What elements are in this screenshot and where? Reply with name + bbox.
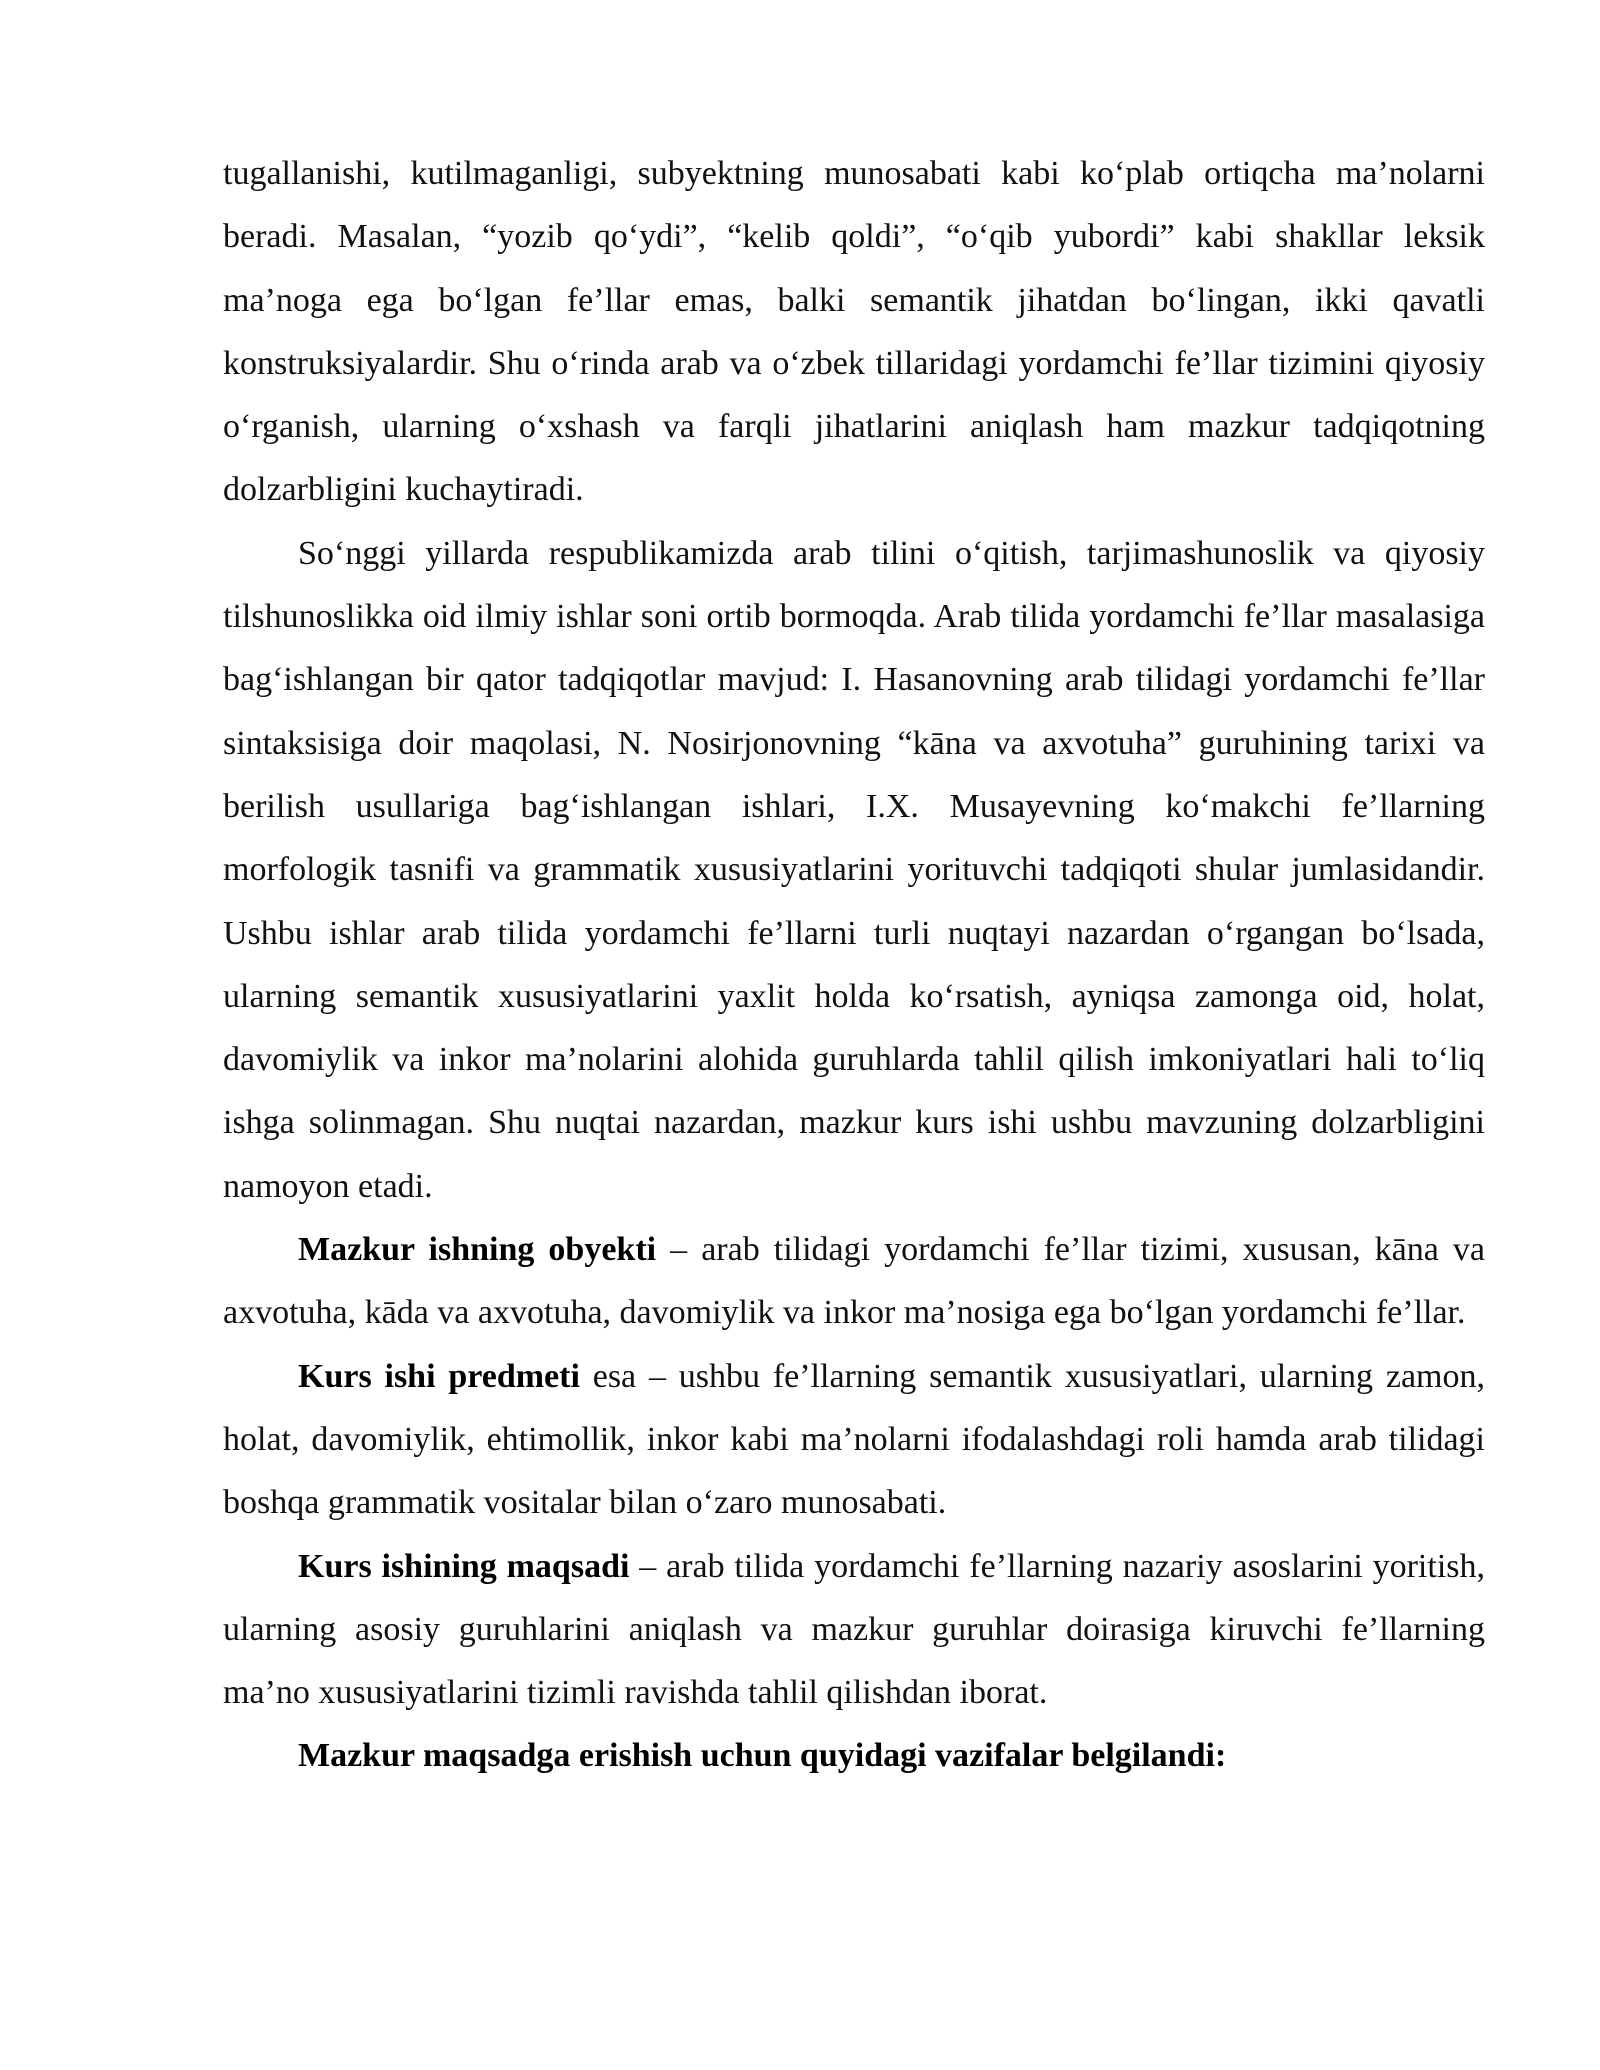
paragraph-bold-term: Mazkur maqsadga erishish uchun quyidagi vazifalar belgilandi: (298, 1737, 1227, 1775)
paragraph-continuation (223, 142, 1485, 522)
paragraph-goal (223, 1535, 1485, 1725)
paragraph-bold-term: Mazkur ishning obyekti (298, 1231, 657, 1269)
paragraph-text: tugallanishi, kutilmaganligi, subyektning munosabati kabi ko‘plab ortiqcha ma’nolarni beradi. Masalan, “yozib qo‘ydi”, “kelib qoldi”, “o‘qib yubordi” kabi shakllar leksik ma’noga ega bo‘lgan fe’llar emas, balki semantik jihatdan bo‘lingan, ikki qavatli konstruksiyalardir. Shu o‘rinda arab va o‘zbek tillaridagi yordamchi fe’llar tizimini qiyosiy o‘rganish, ularning o‘xshash va farqli jihatlarini aniqlash ham mazkur tadqiqotning dolzarbligini kuchaytiradi. (223, 155, 1485, 509)
paragraph-object (223, 1218, 1485, 1345)
paragraph-text: So‘nggi yillarda respublikamizda arab tilini o‘qitish, tarjimashunoslik va qiyosiy tilshunoslikka oid ilmiy ishlar soni ortib bormoqda. Arab tilida yordamchi fe’llar masalasiga bag‘ishlangan bir qator tadqiqotlar mavjud: I. Hasanovning arab tilidagi yordamchi fe’llar sintaksisiga doir maqolasi, N. Nosirjonovning “kāna va axvotuha” guruhining tarixi va berilish usullariga bag‘ishlangan ishlari, I.X. Musayevning ko‘makchi fe’llarning morfologik tasnifi va grammatik xususiyatlarini yorituvchi tadqiqoti shular jumlasidandir. Ushbu ishlar arab tilida yordamchi fe’llarni turli nuqtayi nazardan o‘rgangan bo‘lsada, ularning semantik xususiyatlarini yaxlit holda ko‘rsatish, ayniqsa zamonga oid, holat, davomiylik va inkor ma’nolarini alohida guruhlarda tahlil qilish imkoniyatlari hali to‘liq ishga solinmagan. Shu nuqtai nazardan, mazkur kurs ishi ushbu mavzuning dolzarbligini namoyon etadi. (223, 534, 1485, 1205)
paragraph-bold-term: Kurs ishining maqsadi (298, 1547, 630, 1585)
paragraph-text: – arab tilida yordamchi fe’llarning nazariy asoslarini yoritish, ularning asosiy guruhlarini aniqlash va mazkur guruhlar doirasiga kiruvchi fe’llarning ma’no xususiyatlarini tizimli ravishda tahlil qilishdan iborat. (223, 1547, 1485, 1712)
paragraph-subject (223, 1345, 1485, 1535)
paragraph-text: – arab tilidagi yordamchi fe’llar tizimi, xususan, kāna va axvotuha, kāda va axvotuha, davomiylik va inkor ma’nosiga ega bo‘lgan yordamchi fe’llar. (223, 1231, 1485, 1332)
document-body (223, 142, 1485, 1788)
paragraph-research-overview (223, 522, 1485, 1218)
paragraph-bold-term: Kurs ishi predmeti (298, 1357, 580, 1395)
paragraph-text: esa – ushbu fe’llarning semantik xususiyatlari, ularning zamon, holat, davomiylik, ehtimollik, inkor kabi ma’nolarni ifodalashdagi roli hamda arab tilidagi boshqa grammatik vositalar bilan o‘zaro munosabati. (223, 1357, 1486, 1522)
paragraph-tasks-heading (223, 1724, 1485, 1787)
